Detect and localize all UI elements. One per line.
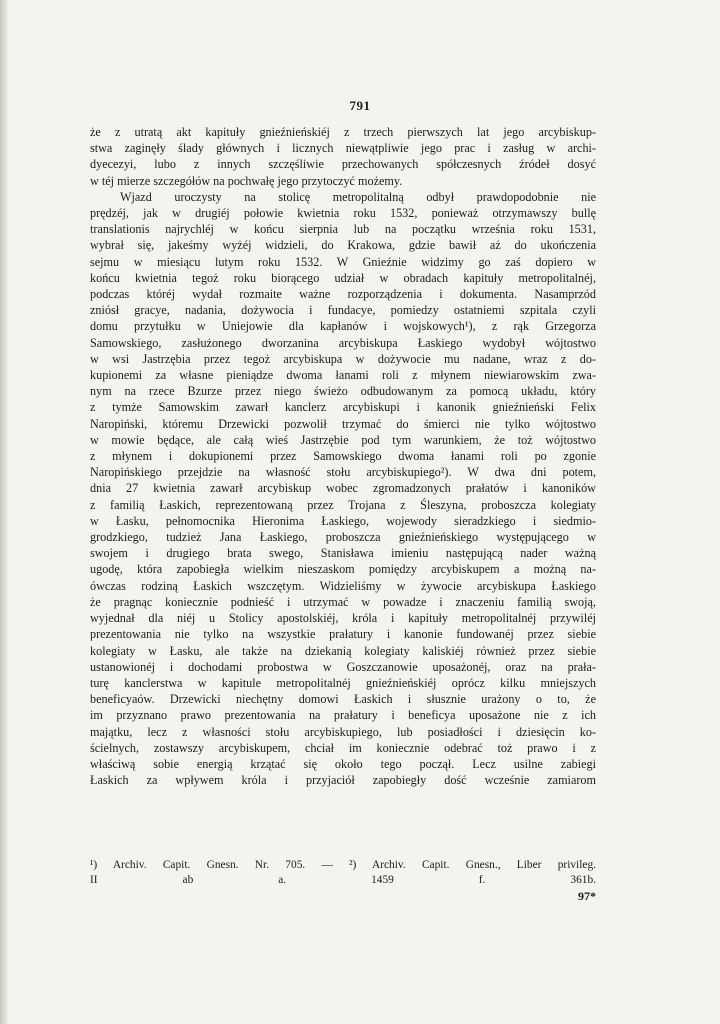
text-line: wybrał się, jakeśmy wyżéj widzieli, do Krakowa, gdzie bawił aż do ukończenia — [90, 238, 596, 253]
text-line: ugodę, która zapobiegła wielkim nieszaskom pomiędzy arcybiskupem a możną na- — [90, 562, 596, 577]
text-line: w Łasku, pełnomocnika Hieronima Łaskiego, wojewody sieradzkiego i siedmio- — [90, 513, 596, 528]
footnote-line: ¹) Archiv. Capit. Gnesn. Nr. 705. — ²) Archiv. Capit. Gnesn., Liber privileg. — [90, 859, 596, 871]
footnotes — [90, 858, 596, 888]
body-text — [90, 124, 596, 788]
page-edge — [0, 0, 8, 1024]
text-line: dnia 27 kwietnia zawarł arcybiskup wobec zgromadzonych prałatów i kanoników — [90, 481, 596, 496]
text-line: stwa zaginęły ślady głównych i licznych niewątpliwie jego prac i zasług w archi- — [90, 141, 596, 156]
text-line: z tymże Samowskim zawarł kanclerz arcybiskupi i kanonik gnieźnieński Felix — [90, 400, 596, 415]
text-line: grodzkiego, tudzież Jana Łaskiego, proboszcza gnieźnieńskiego występującego w — [90, 530, 596, 545]
text-line: prędzéj, jak w drugiéj połowie kwietnia roku 1532, ponieważ otrzymawszy bullę — [90, 206, 596, 221]
text-line: z młynem i dokupionemi przez Samowskiego dwoma łanami roli po zgonie — [90, 449, 596, 464]
text-line: Naropiński, któremu Drzewicki pozwolił trzymać do śmierci nie tylko wójtostwo — [90, 416, 596, 431]
text-line: z familią Łaskich, reprezentowaną przez Trojana z Śleszyna, proboszcza kolegiaty — [90, 497, 596, 512]
text-line: w wsi Jastrzębia przez tegoż arcybiskupa w dożywocie mu nadane, wraz z do- — [90, 351, 596, 366]
text-line: ustanowionéj i dochodami probostwa w Goszczanowie uposażonéj, oraz na prała- — [90, 659, 596, 674]
text-line: Wjazd uroczysty na stolicę metropolitalną odbył prawdopodobnie nie — [120, 189, 596, 204]
footnote-line: II ab a. 1459 f. 361b. — [90, 874, 596, 886]
signature-mark: 97* — [578, 889, 596, 903]
text-line: dyecezyi, lubo z innych szczęśliwie przechowanych spółczesnych źródeł dosyć — [90, 157, 596, 172]
text-line: majątku, lecz z własności stołu arcybiskupiego, lub posiadłości i dziesięcin ko- — [90, 724, 596, 739]
text-line: podczas któréj wydał rozmaite ważne rozporządzenia i dokumenta. Nasamprzód — [90, 287, 596, 302]
text-line: im przyznano prawo prezentowania na prałatury i beneficya uposażone nie z ich — [90, 708, 596, 723]
text-line: Samowskiego, zasłużonego dworzanina arcybiskupa Łaskiego wydobył wójtostwo — [90, 335, 596, 350]
text-line: że pragnąc koniecznie podnieść i utrzymać w powadze i znaczeniu familią swoją, — [90, 594, 596, 609]
text-line: w mowie będące, ale całą wieś Jastrzębie pod tym warunkiem, że toż wójtostwo — [90, 432, 596, 447]
text-line: że z utratą akt kapituły gnieźnieńskiéj z trzech pierwszych lat jego arcybiskup- — [90, 125, 596, 139]
text-line: wyjednał dla niéj u Stolicy apostolskiéj, króla i kapituły metropolitalnéj przywiléj — [90, 611, 596, 626]
text-line: translationis najrychléj w końcu sierpnia lub na początku września roku 1531, — [90, 222, 596, 237]
text-line: turę kanclerstwa w kapitule metropolitalnéj gnieźnieńskiéj oprócz kilku mniejszych — [90, 675, 596, 690]
text-line: w téj mierze szczegółów na pochwałę jego przytoczyć możemy. — [90, 173, 403, 188]
paragraph-2 — [90, 189, 596, 789]
text-line: sejmu w miesiącu lutym roku 1532. W Gnieźnie widzimy go zaś dopiero w — [90, 254, 596, 269]
text-line: swojem i drugiego brata swego, Stanisława imieniu następującą nader ważną — [90, 546, 596, 561]
text-line: kolegiaty w Łasku, ale także na dziekanią kolegiaty kaliskiéj również przez siebie — [90, 643, 596, 658]
text-line: końcu kwietnia tegoż roku biorącego udział w obradach kapituły metropolitalnéj, — [90, 270, 596, 285]
text-line: ścielnych, zostawszy arcybiskupem, chciał im koniecznie odebrać toż prawo i z — [90, 740, 596, 755]
text-line: beneficyaów. Drzewicki niechętny domowi Łaskich i słusznie urażony o to, że — [90, 692, 596, 707]
text-line: kupionemi za własne pieniądze dwoma łanami roli z młynem niewiarowskim zwa- — [90, 368, 596, 383]
text-line: nym na rzece Bzurze przez niego świeżo odbudowanym za pomocą układu, który — [90, 384, 596, 399]
text-line: Łaskich za wpływem króla i przyjaciół zapobiegły dość wcześnie zamiarom — [90, 773, 596, 788]
text-line: właściwą sobie energią krzątać się około tego począł. Lecz usilne zabiegi — [90, 756, 596, 771]
page-number: 791 — [349, 98, 371, 113]
text-line: Naropińskiego przejdzie na własność stołu arcybiskupiego²). W dwa dni potem, — [90, 465, 596, 480]
paragraph-1 — [90, 124, 596, 189]
text-line: domu przytułku w Uniejowie dla kapłanów i wojskowych¹), z rąk Grzegorza — [90, 319, 596, 334]
text-line: zniósł gracye, nadania, dożywocia i fundacye, pomiedzy ostatniemi szpitala czyli — [90, 303, 596, 318]
text-line: prezentowania nie tylko na wszystkie prałatury i kanonie fundowanéj przez siebie — [90, 627, 596, 642]
text-line: ówczas rodziną Łaskich wszczętym. Widzieliśmy w żywocie arcybiskupa Łaskiego — [90, 578, 596, 593]
